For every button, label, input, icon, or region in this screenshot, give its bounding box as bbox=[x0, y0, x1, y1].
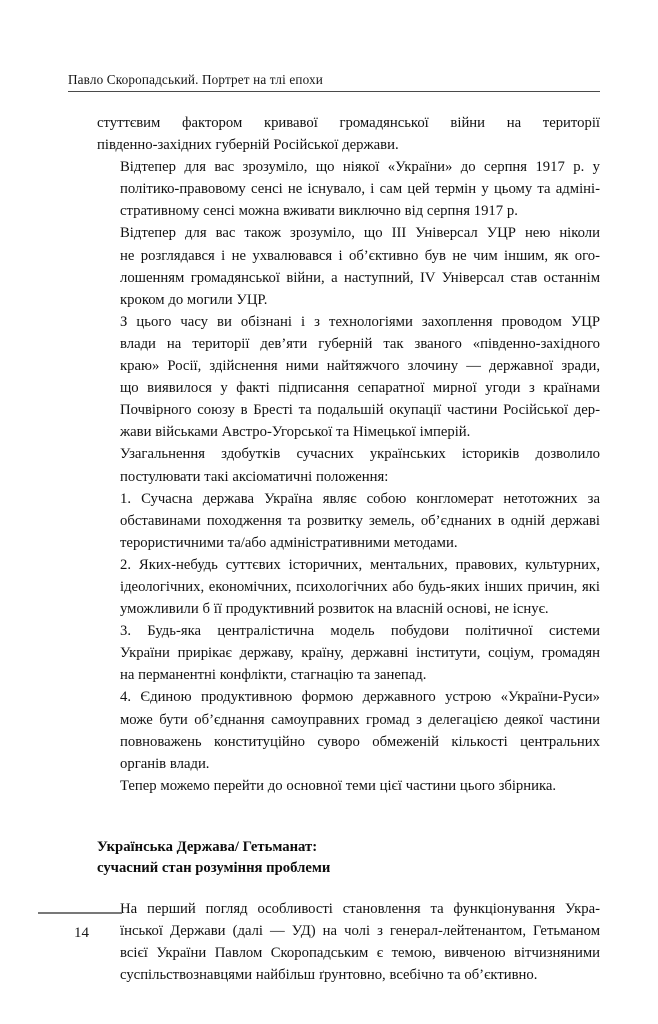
paragraph-5 bbox=[97, 775, 600, 797]
text-line: кроком до могили УЦР. bbox=[120, 291, 268, 308]
numbered-item-3 bbox=[97, 620, 600, 686]
paragraph-3 bbox=[97, 311, 600, 444]
text-line: що виявилося у факті підписання сепаратної мирної угоди з країнами bbox=[120, 380, 600, 397]
text-line: обставинами походження та розвитку земель, об’єднаних в одній державі bbox=[120, 512, 600, 529]
paragraph-2 bbox=[97, 222, 600, 310]
text-line: лошенням громадянської війни, а наступний, IV Універсал став останнім bbox=[120, 269, 600, 286]
text-line: уможливили б її продуктивний розвиток на власній основі, не існує. bbox=[120, 601, 549, 618]
text-line: влади на території дев’яти губерній так званого «південно-західного bbox=[120, 335, 600, 352]
text-line: суспільствознавцями найбільш ґрунтовно, всебічно та об’єктивно. bbox=[120, 967, 538, 984]
text-line: Узагальнення здобутків сучасних українських істориків дозволило bbox=[120, 446, 600, 463]
running-head-rule bbox=[68, 91, 600, 92]
text-line: 4. Єдиною продуктивною формою державного устрою «України-Руси» bbox=[120, 689, 600, 706]
text-line: України прирікає державу, країну, державні інститути, соціум, громадян bbox=[120, 645, 600, 662]
text-line: всієї України Павлом Скоропадським є темою, вивченою вітчизняними bbox=[120, 945, 600, 962]
section-heading-line-2: сучасний стан розуміння проблеми bbox=[97, 859, 331, 876]
text-line: краю» Росії, здійснення ними найтяжчого злочину — державної зради, bbox=[120, 358, 600, 375]
section-heading-line-1: Українська Держава/ Гетьманат: bbox=[97, 838, 318, 855]
text-line: 3. Будь-яка централістична модель побудови політичної системи bbox=[120, 623, 600, 640]
numbered-item-4 bbox=[97, 686, 600, 774]
text-line: Почвірного союзу в Бресті та подальшій окупації частини Російської дер- bbox=[120, 402, 600, 419]
section-heading bbox=[97, 837, 600, 879]
text-line: 2. Яких-небудь суттєвих історичних, ментальних, правових, культурних, bbox=[120, 556, 600, 573]
text-line: може бути об’єднання самоуправних громад з делегацією деякої частини bbox=[120, 711, 600, 728]
spacer bbox=[97, 797, 600, 811]
paragraph-continuation bbox=[97, 112, 600, 156]
text-line: жави військами Австро-Угорської та Німецької імперій. bbox=[120, 424, 471, 441]
footer-rule bbox=[38, 912, 122, 914]
text-line: ідеологічних, економічних, психологічних або будь-яких інших причин, які bbox=[120, 578, 600, 595]
running-head-title: Павло Скоропадський. Портрет на тлі епохи bbox=[68, 72, 323, 87]
paragraph-1 bbox=[97, 156, 600, 222]
paragraph-4 bbox=[97, 443, 600, 487]
text-column bbox=[97, 112, 600, 986]
text-line: 1. Сучасна держава Україна являє собою конгломерат нетотожних за bbox=[120, 490, 600, 507]
numbered-item-1 bbox=[97, 488, 600, 554]
text-line: політико-правовому сенсі не існувало, і сам цей термін у цьому та адміні- bbox=[120, 181, 600, 198]
text-line: постулювати такі аксіоматичні положення: bbox=[120, 468, 389, 485]
text-line: Відтепер для вас також зрозуміло, що III Універсал УЦР нею ніколи bbox=[120, 225, 600, 242]
text-line: на перманентні конфлікти, стагнацію та занепад. bbox=[120, 667, 427, 684]
text-line: Відтепер для вас зрозуміло, що ніякої «України» до серпня 1917 р. у bbox=[120, 159, 600, 176]
text-line: органів влади. bbox=[120, 755, 210, 772]
numbered-item-2 bbox=[97, 554, 600, 620]
text-line: не розглядався і не ухвалювався і об’єктивно був не чим іншим, як ого- bbox=[120, 247, 600, 264]
text-line: Тепер можемо перейти до основної теми цієї частини цього збірника. bbox=[120, 777, 557, 794]
text-line: стуттєвим фактором кривавої громадянської війни на території bbox=[97, 115, 600, 131]
text-line: повноважень конституційно суворо обмеженій кількості центральних bbox=[120, 733, 600, 750]
text-line: З цього часу ви обізнані і з технологіями захоплення проводом УЦР bbox=[120, 313, 600, 330]
running-head bbox=[68, 72, 600, 92]
text-line: терористичними та/або адміністративними методами. bbox=[120, 534, 458, 551]
text-line: їнської Держави (далі — УД) на чолі з генерал-лейтенантом, Гетьманом bbox=[120, 923, 600, 939]
page-footer bbox=[38, 912, 238, 942]
text-line: На перший погляд особливості становлення та функціонування Укра- bbox=[120, 900, 600, 917]
section-heading-block bbox=[97, 837, 600, 879]
text-line: стративному сенсі можна вживати виключно від серпня 1917 р. bbox=[120, 203, 518, 220]
text-line: південно-західних губерній Російської держави. bbox=[97, 137, 399, 154]
page-number: 14 bbox=[74, 925, 89, 941]
